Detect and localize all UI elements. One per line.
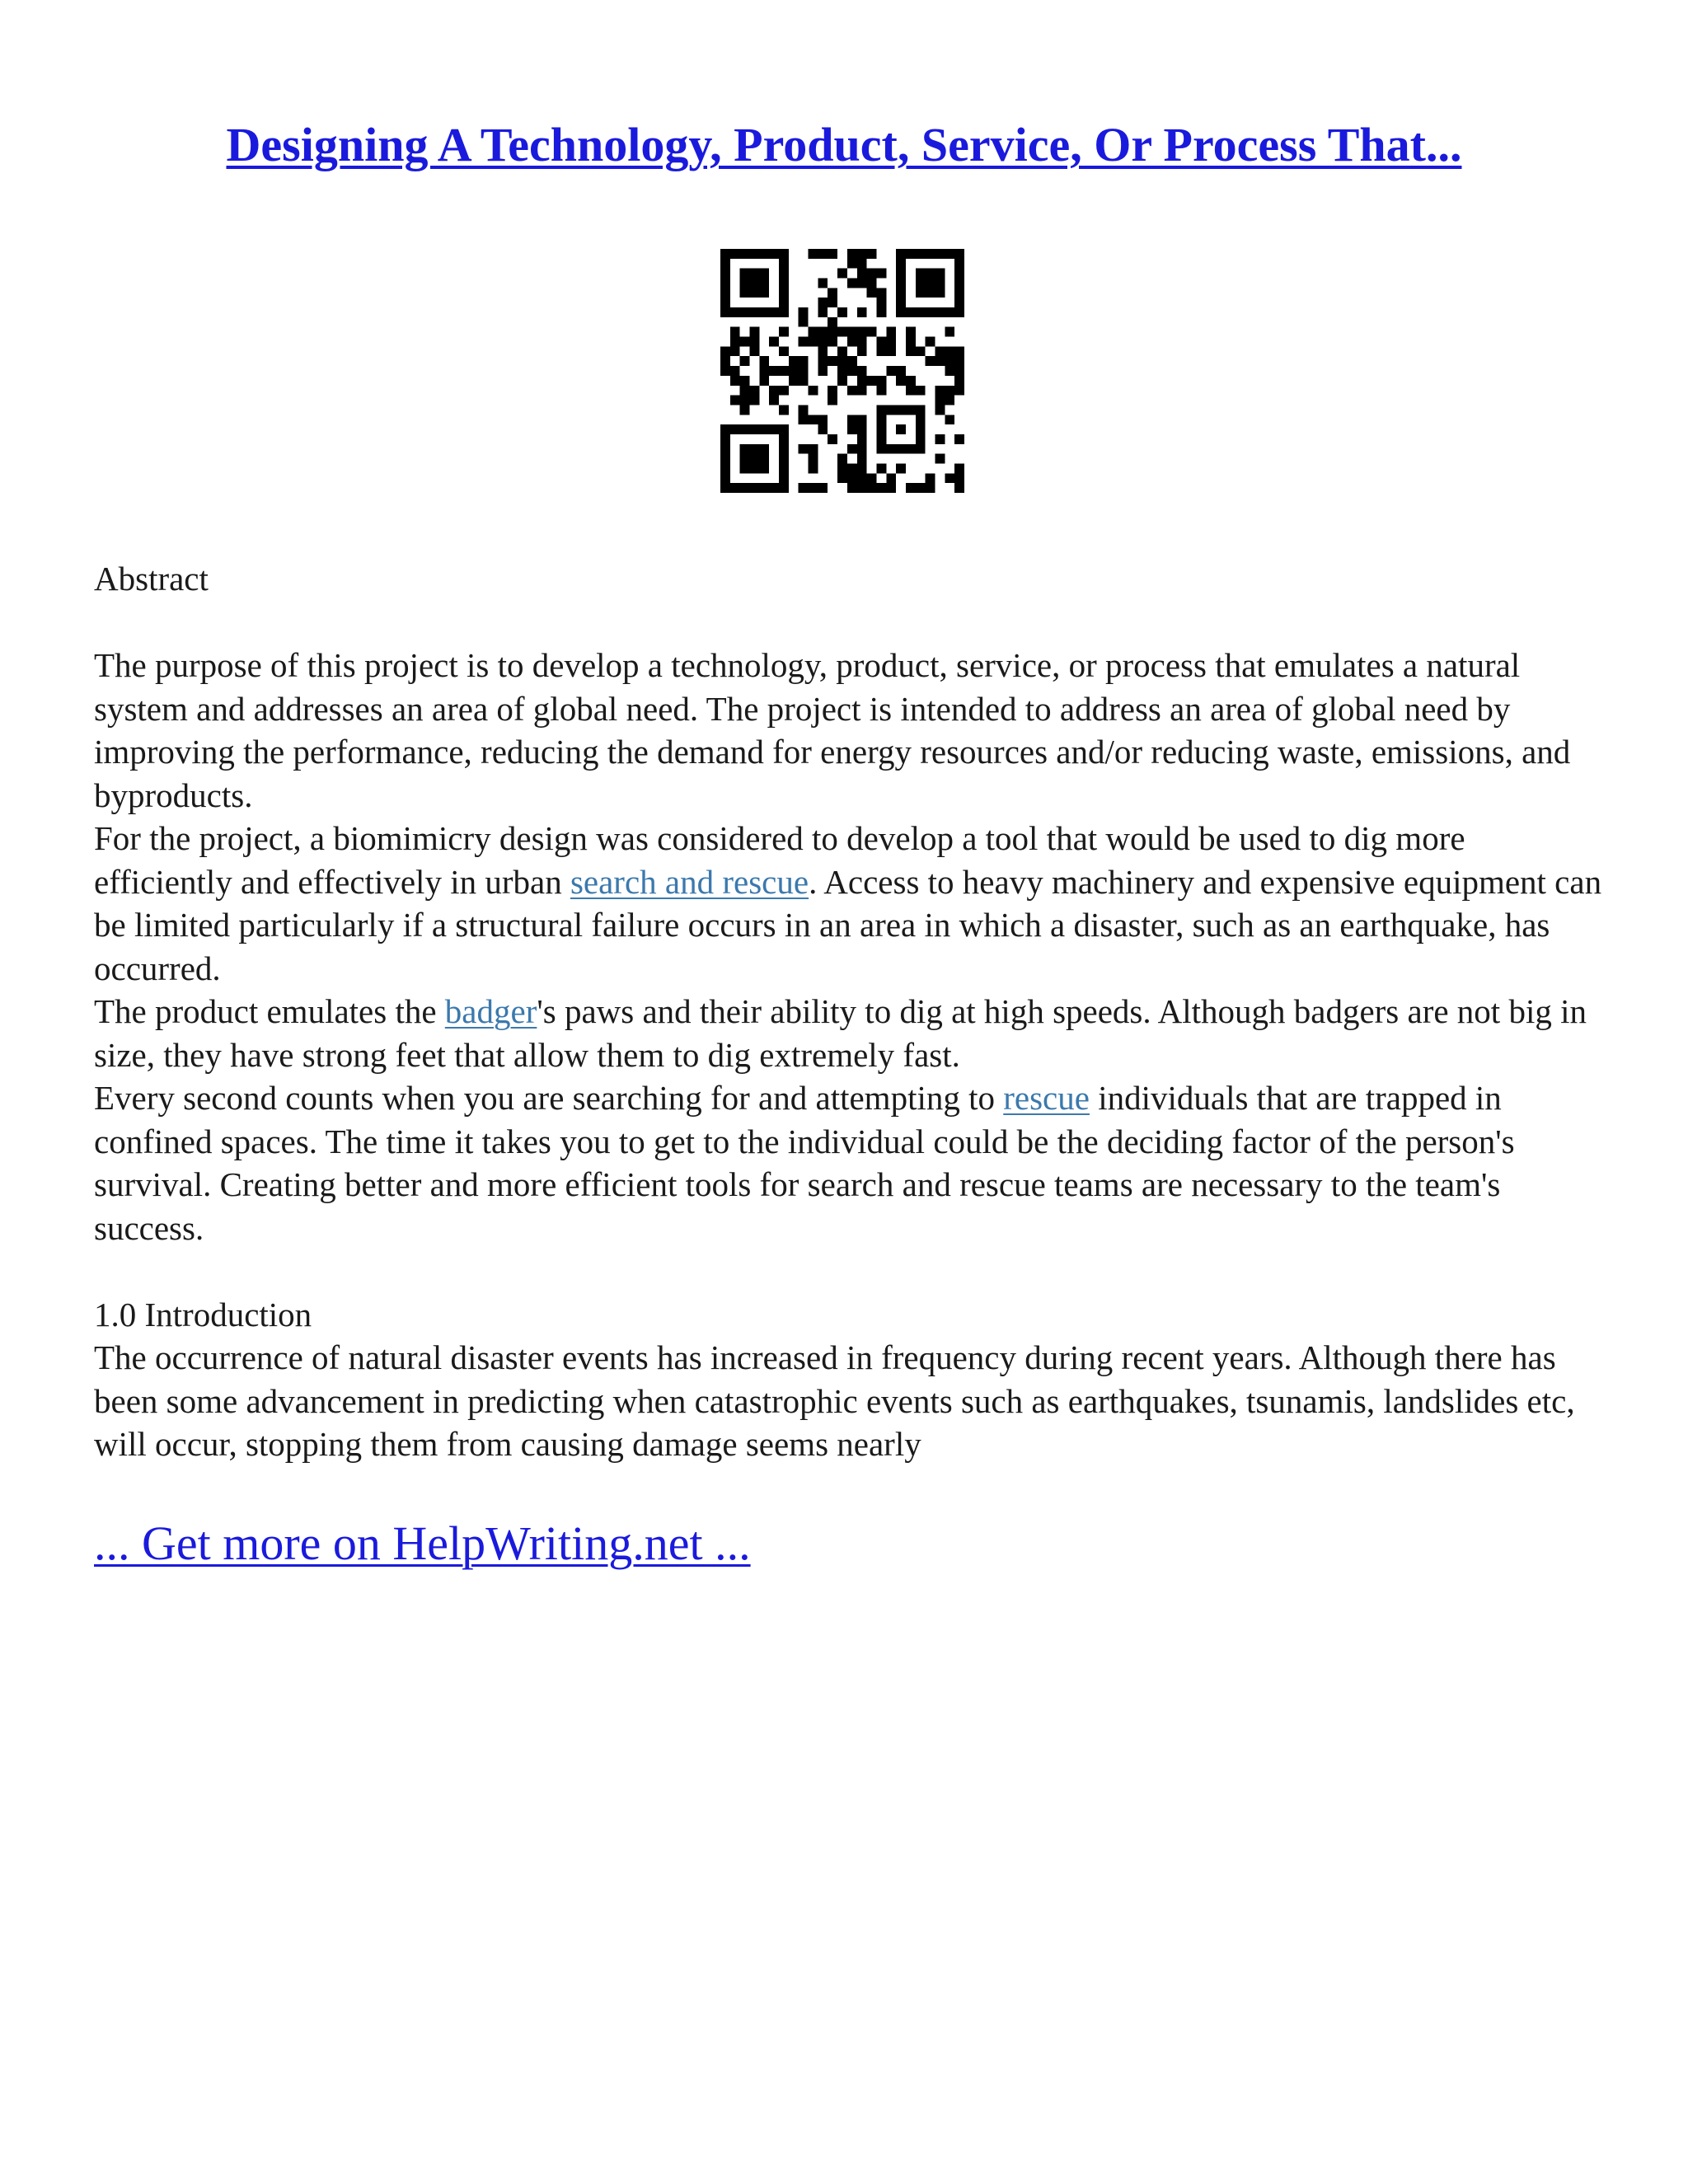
get-more-container <box>94 1515 751 1572</box>
paragraph-text: . Access to heavy machinery and expensive equipment can be limited particularly if a structural failure occurs in an area in which a disaster, such as an earthquake, has occurred. <box>94 862 1602 987</box>
introduction-heading: 1.0 Introduction <box>94 1295 312 1333</box>
introduction-paragraph: The occurrence of natural disaster events has increased in frequency during recent years. Although there has been some advancement in predicting when catastrophic events such as earthquakes, tsunamis, landslides etc, will occur, stopping them from causing damage seems nearly <box>94 1338 1575 1463</box>
rescue-link[interactable]: rescue <box>1003 1079 1090 1117</box>
paragraph-text: 's paws and their ability to dig at high speeds. Although badgers are not big in size, they have strong feet that allow them to dig extremely fast. <box>94 992 1587 1074</box>
abstract-heading: Abstract <box>94 560 209 598</box>
paragraph-rescue <box>94 1076 1602 1249</box>
get-more-link[interactable]: ... Get more on HelpWriting.net ... <box>94 1516 751 1570</box>
page-title <box>0 115 1688 175</box>
paragraph-badger <box>94 990 1602 1076</box>
qr-code-image <box>720 249 964 493</box>
abstract-paragraph: The purpose of this project is to develop a technology, product, service, or process that emulates a natural system and addresses an area of global need. The project is intended to address an area of global need by improving the performance, reducing the demand for energy resources and/or reducing waste, emissions, and byproducts. <box>94 646 1571 814</box>
paragraph-text: For the project, a biomimicry design was considered to develop a tool that would be used to dig more efficiently and effectively in urban <box>94 819 1465 901</box>
paragraph-text: Every second counts when you are searching for and attempting to <box>94 1079 1004 1117</box>
paragraph-text: individuals that are trapped in confined spaces. The time it takes you to get to the individual could be the deciding factor of the person's survival. Creating better and more efficient tools for search and rescue teams are necessary to the team's success. <box>94 1079 1515 1247</box>
document-body <box>94 557 1602 1466</box>
search-and-rescue-link[interactable]: search and rescue <box>570 862 809 901</box>
paragraph-text: The product emulates the <box>94 992 445 1030</box>
paragraph-search-and-rescue <box>94 817 1602 990</box>
title-link[interactable]: Designing A Technology, Product, Service, Or Process That... <box>226 118 1462 171</box>
badger-link[interactable]: badger <box>444 992 537 1030</box>
